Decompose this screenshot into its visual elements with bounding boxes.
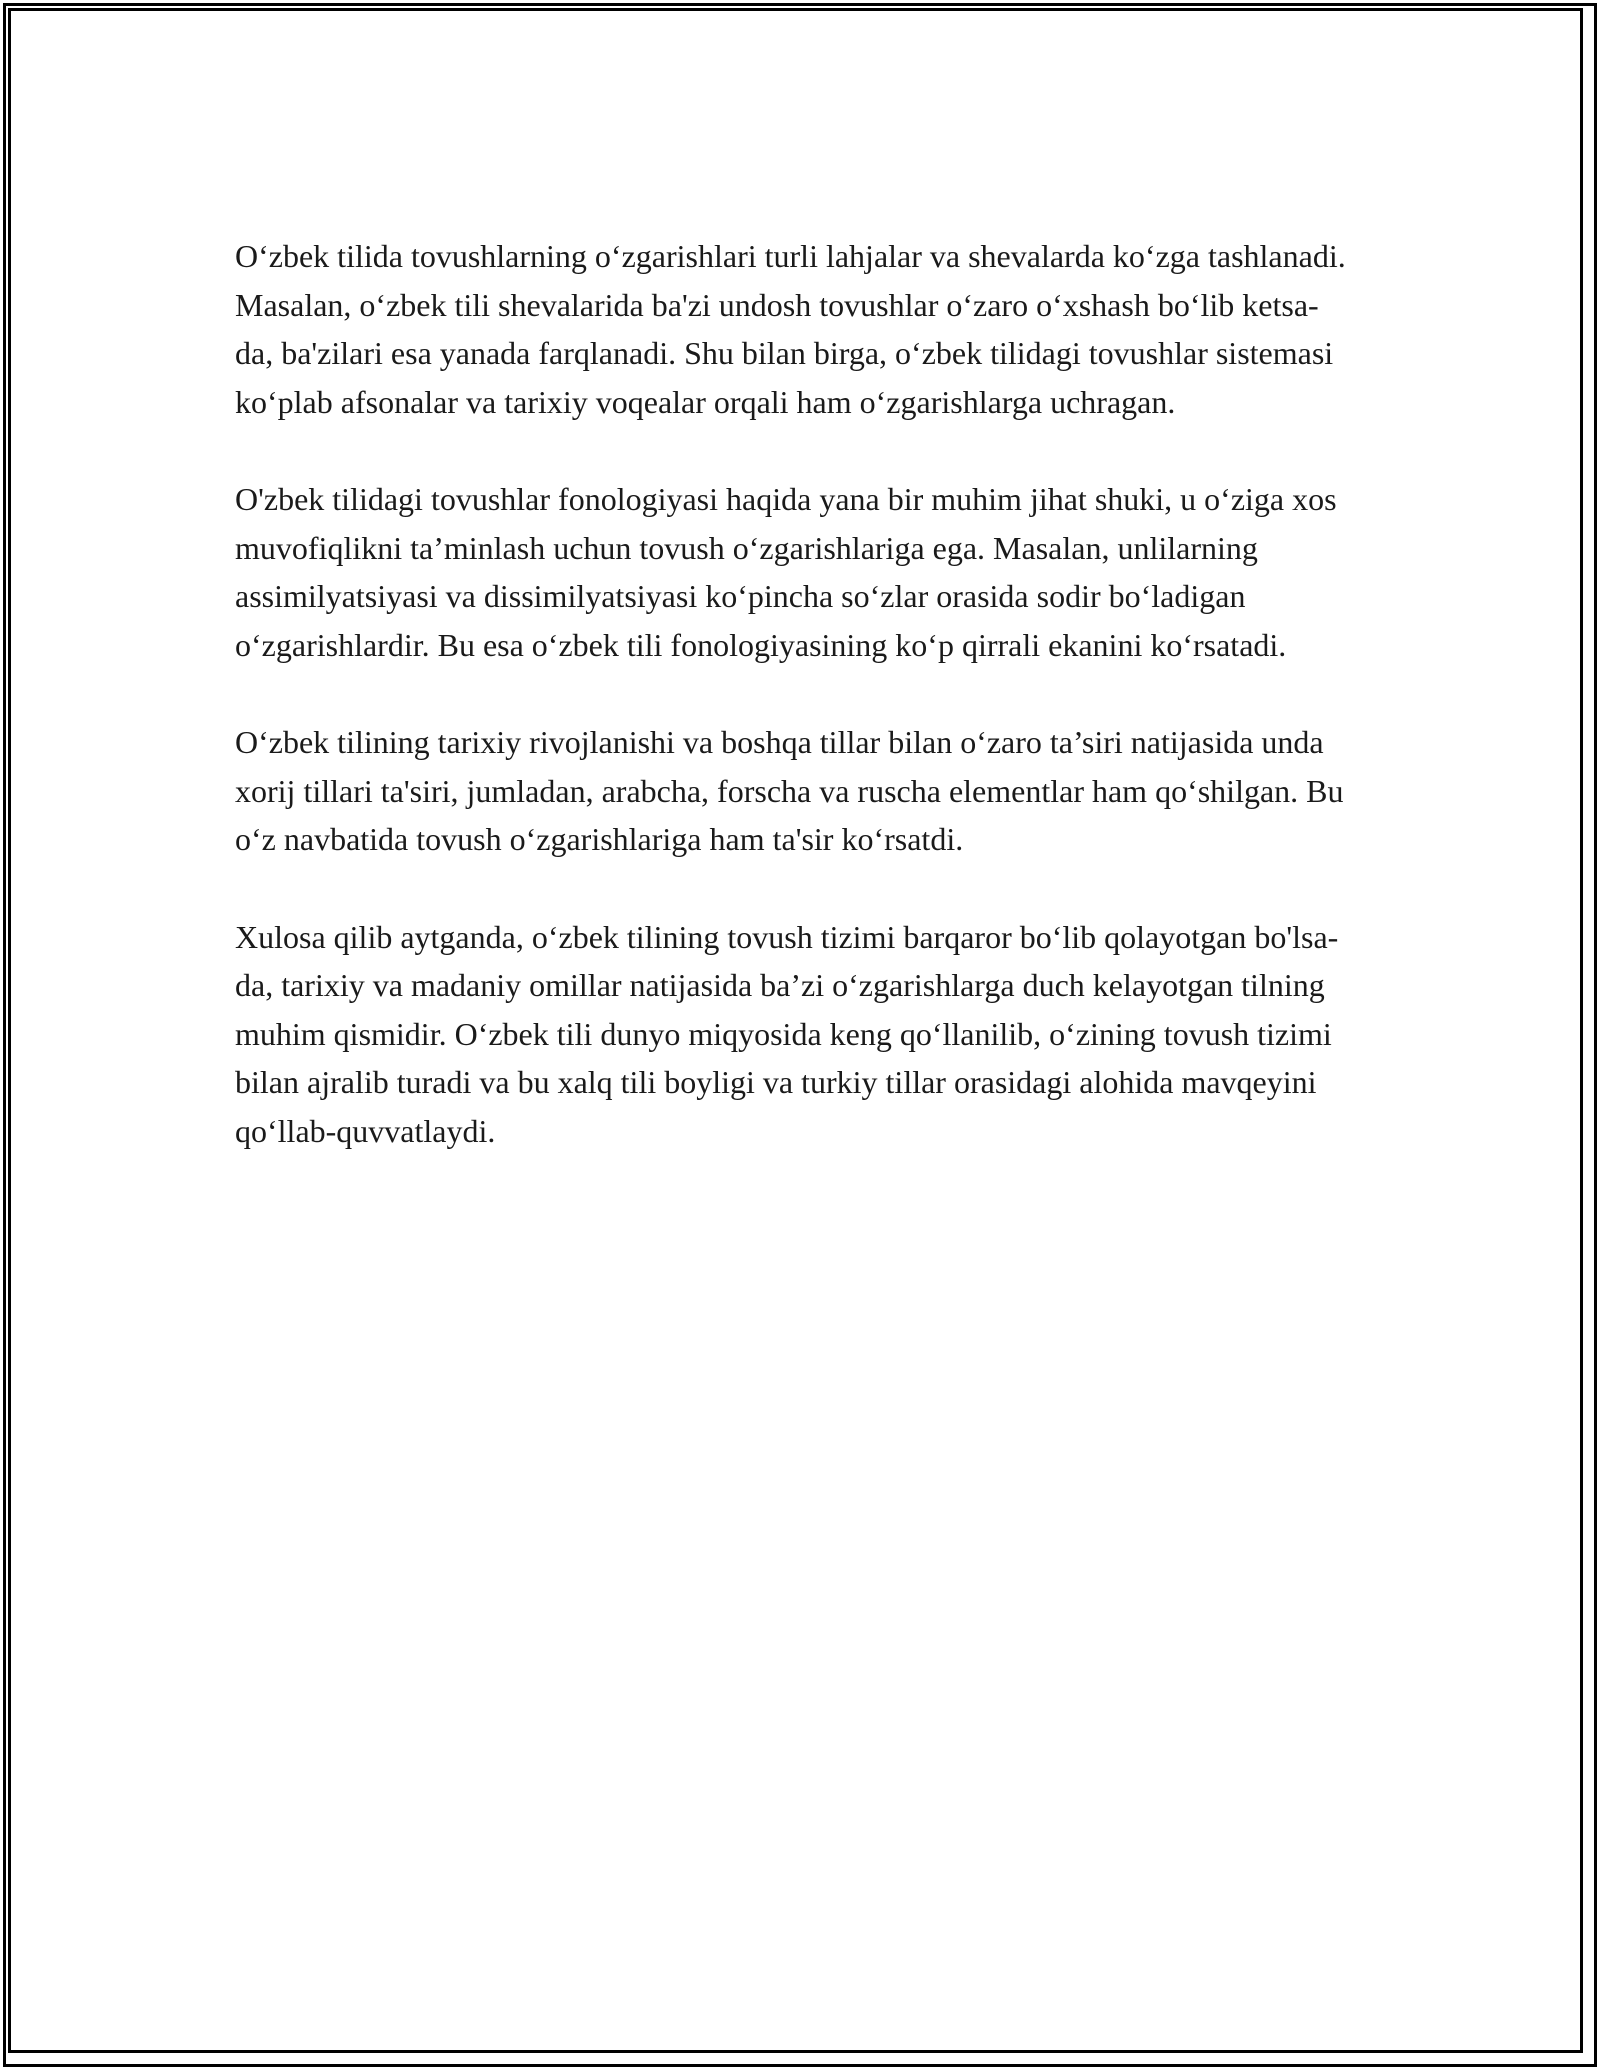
paragraph-3: O‘zbek tilining tarixiy rivojlanishi va boshqa tillar bilan o‘zaro ta’siri natijasida unda xorij tillari ta'siri, jumladan, arabcha, forscha va ruscha elementlar ham qo‘shilgan. Bu o‘z navbatida tovush o‘zgarishlariga ham ta'sir ko‘rsatdi. — [235, 724, 1344, 857]
document-body — [235, 232, 1355, 1204]
paragraph-1: O‘zbek tilida tovushlarning o‘zgarishlari turli lahjalar va shevalarda ko‘zga tashlanadi. Masalan, o‘zbek tili shevalarida ba'zi undosh tovushlar o‘zaro o‘xshash bo‘lib ketsa-da, ba'zilari esa yanada farqlanadi. Shu bilan birga, o‘zbek tilidagi tovushlar sistemasi ko‘plab afsonalar va tarixiy voqealar orqali ham o‘zgarishlarga uchragan. — [235, 238, 1346, 420]
paragraph-2: O'zbek tilidagi tovushlar fonologiyasi haqida yana bir muhim jihat shuki, u o‘ziga xos muvofiqlikni ta’minlash uchun tovush o‘zgarishlariga ega. Masalan, unlilarning assimilyatsiyasi va dissimilyatsiyasi ko‘pincha so‘zlar orasida sodir bo‘ladigan o‘zgarishlardir. Bu esa o‘zbek tili fonologiyasining ko‘p qirrali ekanini ko‘rsatadi. — [235, 481, 1337, 663]
paragraph-4: Xulosa qilib aytganda, o‘zbek tilining tovush tizimi barqaror bo‘lib qolayotgan bo'lsa-da, tarixiy va madaniy omillar natijasida ba’zi o‘zgarishlarga duch kelayotgan tilning muhim qismidir. O‘zbek tili dunyo miqyosida keng qo‘llanilib, o‘zining tovush tizimi bilan ajralib turadi va bu xalq tili boyligi va turkiy tillar orasidagi alohida mavqeyini qo‘llab-quvvatlaydi. — [235, 918, 1339, 1149]
